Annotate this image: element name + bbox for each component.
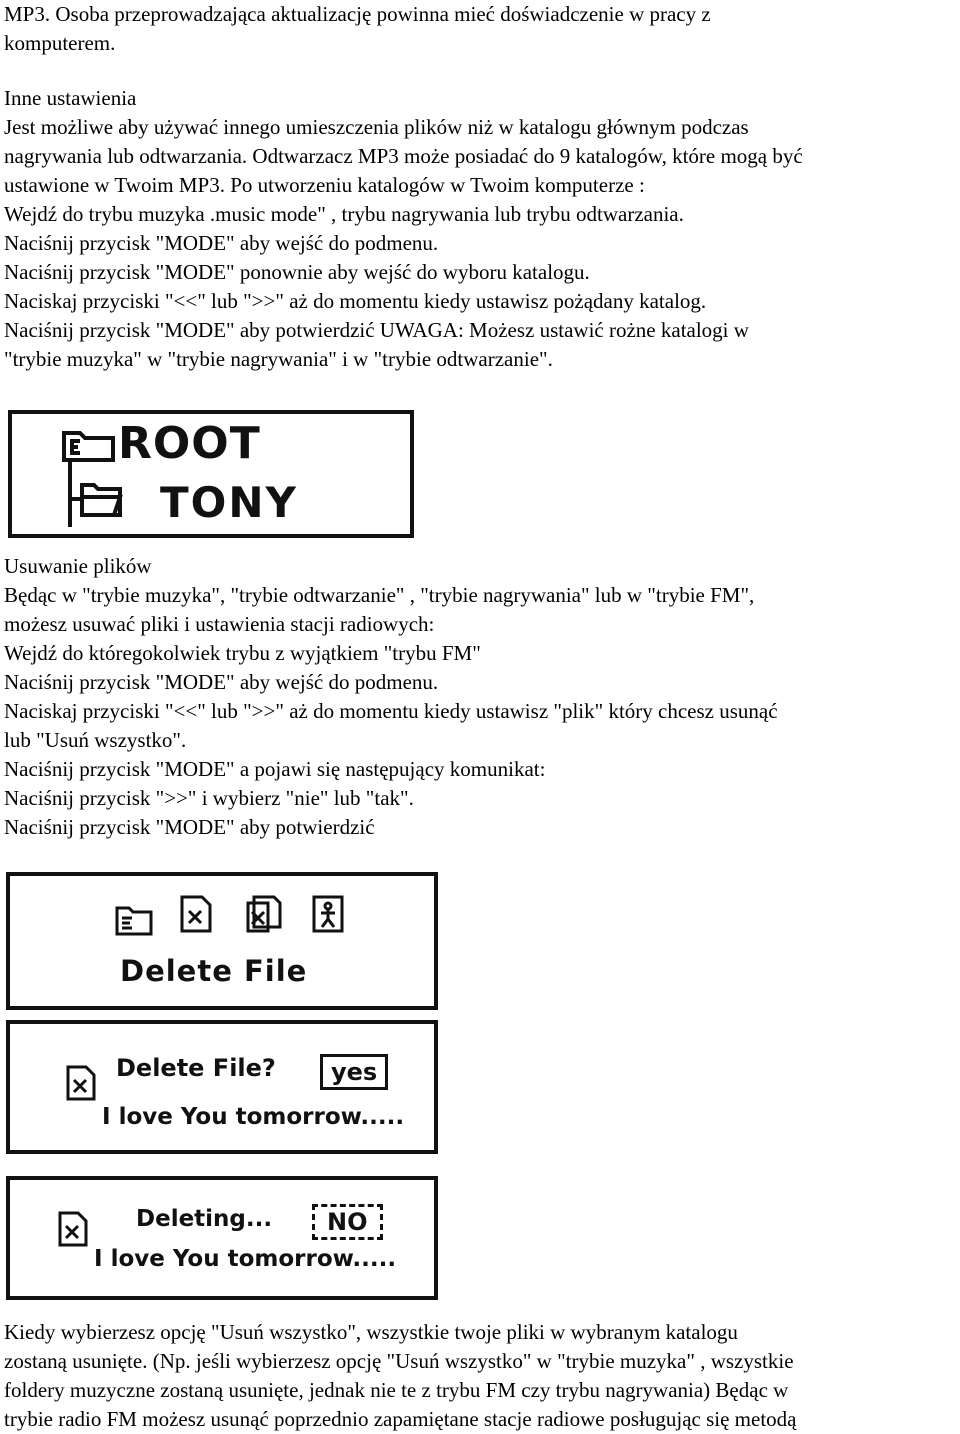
delete-question: Delete File? [116, 1054, 276, 1082]
text-line: Naciśnij przycisk "MODE" aby potwierdzić UWAGA: Możesz ustawić rożne katalogi w [4, 318, 749, 342]
exit-icon [310, 894, 346, 934]
text-line: Naciskaj przyciski "<<" lub ">>" aż do momentu kiedy ustawisz "plik" który chcesz usunąć [4, 699, 778, 723]
text-line: Naciśnij przycisk "MODE" a pojawi się następujący komunikat: [4, 757, 546, 781]
text-line: Naciskaj przyciski "<<" lub ">>" aż do momentu kiedy ustawisz pożądany katalog. [4, 289, 707, 313]
section-heading: Usuwanie plików [4, 554, 152, 578]
text-line: MP3. Osoba przeprowadzająca aktualizację powinna mieć doświadczenie w pracy z [4, 2, 711, 26]
text-line: nagrywania lub odtwarzania. Odtwarzacz MP3 może posiadać do 9 katalogów, które mogą być [4, 144, 803, 168]
selected-folder-label: TONY [160, 478, 298, 527]
other-settings-section [4, 84, 954, 374]
text-line: komputerem. [4, 31, 116, 55]
lcd-delete-menu-screen [6, 872, 438, 1010]
text-line: Wejdź do któregokolwiek trybu z wyjątkiem "trybu FM" [4, 641, 481, 665]
text-line: lub "Usuń wszystko". [4, 728, 187, 752]
deleting-status: Deleting... [136, 1206, 273, 1232]
text-line: Naciśnij przycisk ">>" i wybierz "nie" lub "tak". [4, 786, 414, 810]
file-name: I love You tomorrow..... [102, 1104, 405, 1130]
text-line: Naciśnij przycisk "MODE" aby wejść do podmenu. [4, 670, 439, 694]
text-line: ustawione w Twoim MP3. Po utworzeniu katalogów w Twoim komputerze : [4, 173, 645, 197]
delete-file-label: Delete File [120, 954, 308, 988]
intro-paragraph [4, 0, 954, 58]
delete-files-section [4, 552, 954, 842]
text-line: Naciśnij przycisk "MODE" aby wejść do podmenu. [4, 231, 439, 255]
no-option: NO [312, 1204, 383, 1240]
text-line: Naciśnij przycisk "MODE" aby potwierdzić [4, 815, 375, 839]
yes-option: yes [320, 1054, 388, 1090]
lcd-deleting-screen [6, 1176, 438, 1300]
text-line: Wejdź do trybu muzyka .music mode" , trybu nagrywania lub trybu odtwarzania. [4, 202, 684, 226]
file-name: I love You tomorrow..... [94, 1246, 397, 1272]
section-heading: Inne ustawienia [4, 86, 137, 110]
root-folder-label: ROOT [118, 418, 261, 469]
text-line: Będąc w "trybie muzyka", "trybie odtwarzanie" , "trybie nagrywania" lub w "trybie FM", [4, 583, 755, 607]
lcd-delete-confirm-screen [6, 1020, 438, 1154]
text-line: trybie radio FM możesz usunąć poprzednio zapamiętane stacje radiowe posługując się metodą [4, 1407, 797, 1431]
text-line: Naciśnij przycisk "MODE" ponownie aby wejść do wyboru katalogu. [4, 260, 590, 284]
folder-icon [114, 902, 154, 938]
delete-file-icon [178, 894, 214, 934]
delete-file-icon [56, 1210, 90, 1248]
text-line: możesz usuwać pliki i ustawienia stacji radiowych: [4, 612, 435, 636]
text-line: zostaną usunięte. (Np. jeśli wybierzesz opcję "Usuń wszystko" w "trybie muzyka" , wszystkie [4, 1349, 794, 1373]
delete-all-icon [244, 894, 284, 934]
delete-file-icon [64, 1064, 98, 1102]
delete-all-paragraph [4, 1318, 954, 1434]
text-line: Jest możliwe aby używać innego umieszczenia plików niż w katalogu głównym podczas [4, 115, 749, 139]
lcd-folder-screen [8, 410, 414, 538]
text-line: Kiedy wybierzesz opcję "Usuń wszystko", wszystkie twoje pliki w wybranym katalogu [4, 1320, 738, 1344]
text-line: foldery muzyczne zostaną usunięte, jednak nie te z trybu FM czy trybu nagrywania) Będąc w [4, 1378, 789, 1402]
text-line: "trybie muzyka" w "trybie nagrywania" i w "trybie odtwarzanie". [4, 347, 553, 371]
